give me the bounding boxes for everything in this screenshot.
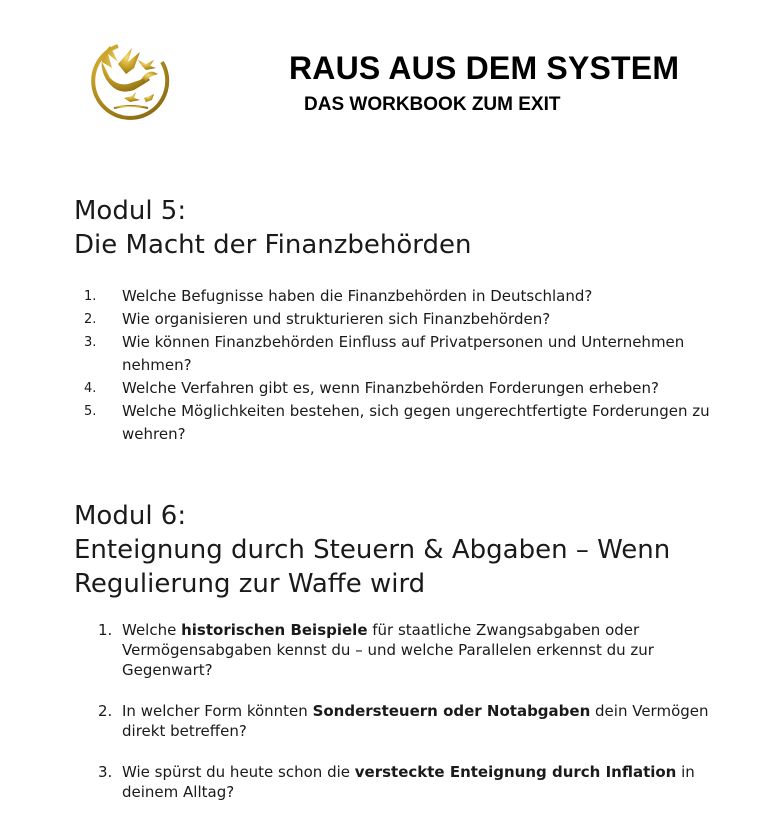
list-item — [74, 285, 724, 308]
module-5-label: Modul 5: — [74, 196, 187, 226]
module-5-heading — [74, 194, 714, 262]
module-5-question-list — [74, 285, 724, 446]
question-text-rest: dein Vermögen direkt betreffen? — [122, 702, 709, 740]
golden-goose-emblem-icon — [88, 40, 172, 124]
list-number: 2. — [98, 702, 113, 720]
list-item — [74, 762, 729, 802]
question-text: Wie organisieren und strukturieren sich Finanzbehörden? — [122, 310, 551, 328]
question-text-emphasis: historischen Beispiele — [181, 621, 368, 639]
list-item — [74, 620, 729, 680]
question-text: Welche Möglichkeiten bestehen, sich gegen ungerechtfertigte Forderungen zu wehren? — [122, 402, 710, 443]
list-number: 5. — [84, 404, 97, 419]
list-item — [74, 400, 724, 446]
question-text-rest: in deinem Alltag? — [122, 763, 695, 801]
module-6-heading — [74, 499, 714, 601]
module-6-label: Modul 6: — [74, 501, 187, 531]
module-6-question-list — [74, 620, 729, 823]
list-number: 4. — [84, 381, 97, 396]
question-text-rest: für staatliche Zwangsabgaben oder Vermögensabgaben kennst du – und welche Parallelen erkennst du zur Gegenwart? — [122, 621, 654, 679]
list-number: 1. — [84, 289, 97, 304]
question-text: Welche Befugnisse haben die Finanzbehörden in Deutschland? — [122, 287, 593, 305]
question-text-lead: In welcher Form könnten — [122, 702, 313, 720]
list-item — [74, 331, 724, 377]
list-number: 2. — [84, 312, 97, 327]
question-text-emphasis: Sondersteuern oder Notabgaben — [312, 702, 591, 720]
question-text-lead: Welche — [122, 621, 182, 639]
question-text: Welche Verfahren gibt es, wenn Finanzbehörden Forderungen erheben? — [122, 379, 659, 397]
question-text-lead: Wie spürst du heute schon die — [122, 763, 355, 781]
list-number: 1. — [98, 621, 113, 639]
list-number: 3. — [98, 763, 113, 781]
list-item — [74, 308, 724, 331]
question-text: Wie können Finanzbehörden Einfluss auf Privatpersonen und Unternehmen nehmen? — [122, 333, 685, 374]
module-6-title: Enteignung durch Steuern & Abgaben – Wenn Regulierung zur Waffe wird — [74, 535, 671, 599]
list-item — [74, 377, 724, 400]
question-text-emphasis: versteckte Enteignung durch Inflation — [354, 763, 677, 781]
list-number: 3. — [84, 335, 97, 350]
workbook-title: RAUS AUS DEM SYSTEM — [289, 50, 680, 86]
module-5-title: Die Macht der Finanzbehörden — [74, 230, 472, 260]
list-item — [74, 701, 729, 741]
workbook-subtitle: DAS WORKBOOK ZUM EXIT — [304, 94, 561, 115]
